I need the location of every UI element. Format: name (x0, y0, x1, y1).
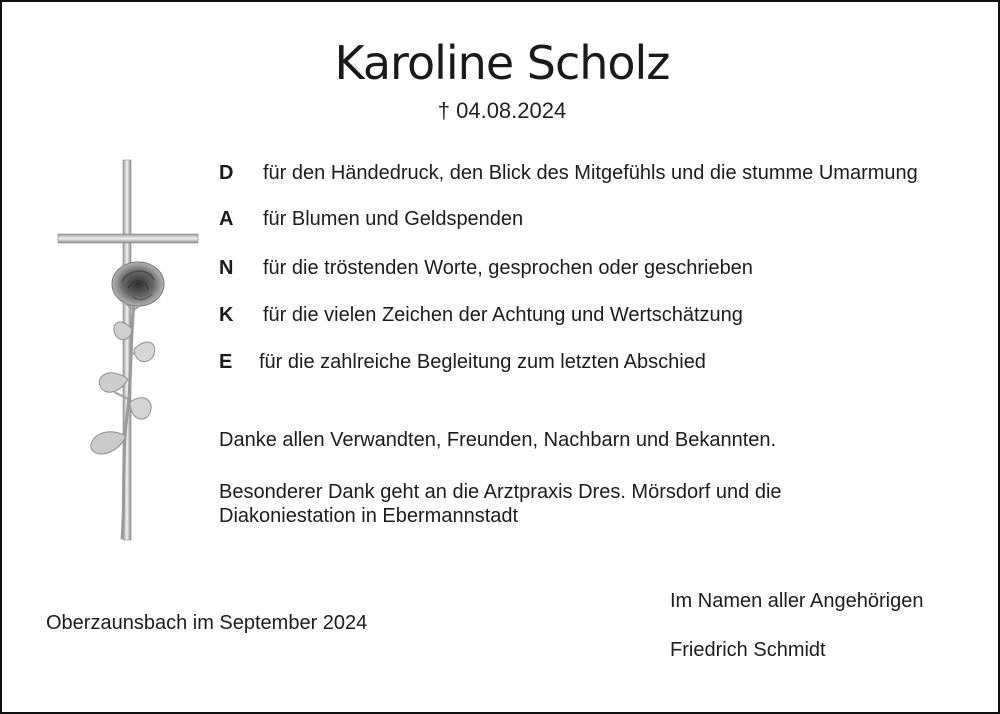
deceased-name: Karoline Scholz (334, 36, 670, 90)
cross-with-rose-icon (52, 154, 212, 549)
signature-intro: Im Namen aller Angehörigen (670, 590, 924, 612)
place-and-date: Oberzaunsbach im September 2024 (46, 612, 368, 634)
acrostic-text: für Blumen und Geldspenden (263, 208, 524, 230)
special-thanks-line-1: Besonderer Dank geht an die Arztpraxis Dres. Mörsdorf und die (219, 481, 782, 503)
acrostic-letter: A (219, 208, 234, 230)
acrostic-text: für den Händedruck, den Blick des Mitgefühls und die stumme Umarmung (263, 162, 918, 184)
acrostic-text: für die tröstenden Worte, gesprochen oder geschrieben (263, 257, 753, 279)
signature-name: Friedrich Schmidt (670, 639, 826, 661)
acrostic-letter: E (219, 351, 233, 373)
acrostic-text: für die vielen Zeichen der Achtung und Wertschätzung (263, 304, 743, 326)
special-thanks-line-2: Diakoniestation in Ebermannstadt (219, 505, 519, 527)
thanks-relatives: Danke allen Verwandten, Freunden, Nachbarn und Bekannten. (219, 429, 777, 451)
acrostic-letter: N (219, 257, 234, 279)
acrostic-letter: K (219, 304, 234, 326)
acrostic-letter: D (219, 162, 234, 184)
acrostic-text: für die zahlreiche Begleitung zum letzten Abschied (259, 351, 706, 373)
death-date: † 04.08.2024 (437, 98, 567, 123)
